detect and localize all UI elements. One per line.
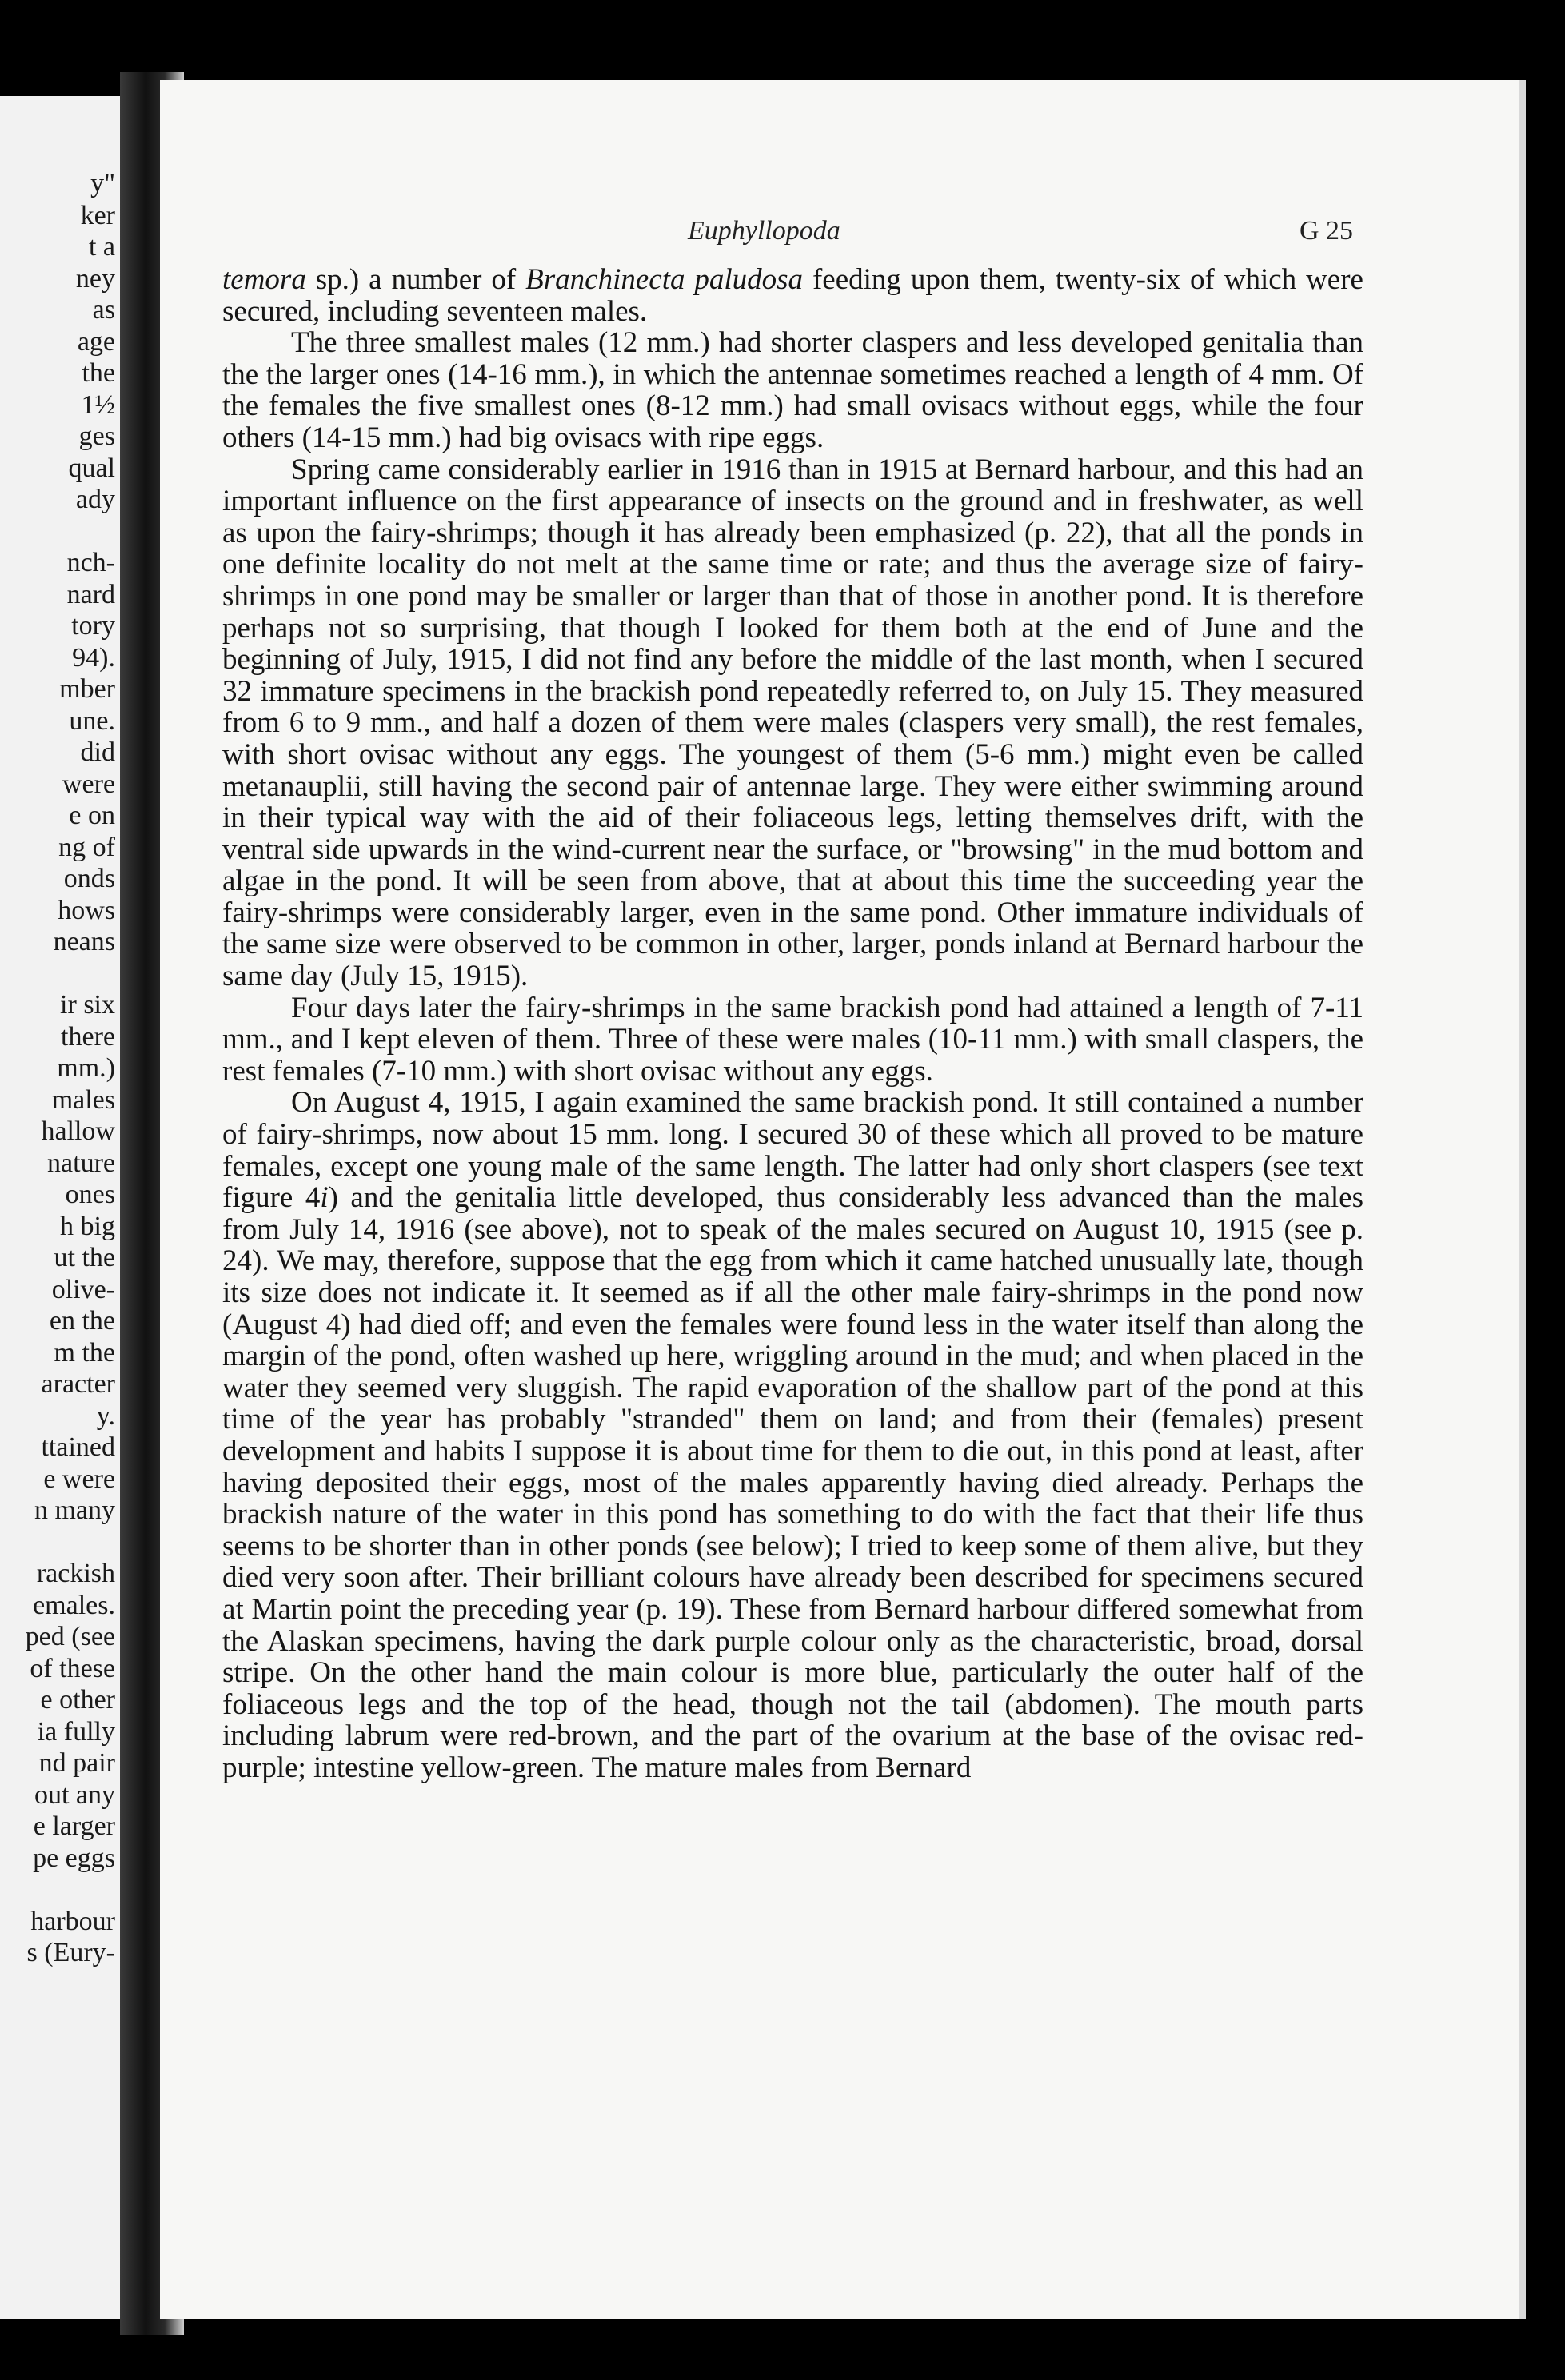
facing-page-line: nard	[66, 579, 115, 609]
facing-page-line: mber	[59, 674, 115, 704]
facing-page-line: mm.)	[57, 1053, 115, 1083]
facing-page-line: 1½	[81, 389, 115, 420]
facing-page-line: olive-	[51, 1274, 115, 1304]
facing-page-line: did	[80, 737, 115, 767]
body-text	[222, 264, 1363, 1784]
text-run: ) and the genitalia little developed, thus considerably less advanced than the males from July 14, 1916 (see above), not to speak of the males secured on August 10, 1915 (see p. 24). We may, therefore, suppose that the egg from which it came hatched unusually late, though its size does not indicate it. It seemed as if all the other male fairy-shrimps in the pond now (August 4) had died off; and even the females were found less in the water itself than along the margin of the pond, often washed up here, wriggling around in the mud; and when placed in the water they seemed very sluggish. The rapid evaporation of the shallow part of the pond at this time of the year has probably "stranded" them on land; and from their (females) present development and habits I suppose it is about time for them to die out, in this pond at least, after having deposited their eggs, most of the males apparently having died already. Perhaps the brackish nature of the water in this pond has something to do with the fact that their life thus seems to be shorter than in other ponds (see below); I tried to keep some of them alive, but they died very soon after. Their brilliant colours have already been described for specimens secured at Martin point the preceding year (p. 19). These from Bernard harbour differed somewhat from the Alaskan specimens, having the dark purple colour only as the characteristic, broad, dorsal stripe. On the other hand the main colour is more blue, particularly the outer half of the foliaceous legs and the top of the head, though not the tail (abdomen). The mouth parts including labrum were red-brown, and the part of the ovarium at the base of the ovisac red-purple; intestine yellow-green. The mature males from Bernard	[222, 1181, 1363, 1784]
page-number: G 25	[1300, 216, 1354, 246]
paragraph	[222, 264, 1363, 327]
facing-page-line: age	[77, 326, 115, 357]
facing-page-line	[0, 1527, 120, 1559]
facing-page-line: of these	[30, 1653, 115, 1683]
facing-page-line: y.	[96, 1400, 115, 1431]
book-page	[160, 80, 1526, 2319]
facing-page-line: ng of	[58, 832, 115, 862]
facing-page-line: males	[51, 1084, 115, 1115]
facing-page-line: qual	[68, 453, 115, 483]
facing-page-line: pe eggs	[33, 1843, 115, 1873]
facing-page-line	[0, 1874, 120, 1906]
facing-page-line: e on	[69, 801, 115, 830]
text-run: sp.) a number of	[305, 263, 526, 296]
facing-page-line: t a	[88, 232, 115, 262]
facing-page-line: nch-	[66, 548, 115, 577]
facing-page-line: 94).	[72, 642, 115, 673]
running-title: Euphyllopoda	[688, 216, 840, 246]
text-run: Four days later the fairy-shrimps in the same brackish pond had attained a length of 7-11 mm., and I kept eleven of them. Three of these were males (10-11 mm.) with small claspers, the rest females (7-10 mm.) with short ovisac without any eggs.	[222, 991, 1363, 1088]
paragraph	[222, 327, 1363, 453]
facing-page-line: emales.	[33, 1590, 115, 1620]
facing-page-line: h big	[60, 1211, 115, 1241]
paragraph	[222, 454, 1363, 992]
facing-page-line: ker	[80, 200, 115, 230]
facing-page-line: ir six	[60, 990, 115, 1020]
facing-page-line: ady	[75, 485, 115, 514]
facing-page-line: m the	[54, 1337, 115, 1368]
facing-page-line: ones	[65, 1180, 115, 1209]
facing-page-line	[0, 958, 120, 990]
facing-page-line: e other	[40, 1685, 115, 1715]
facing-page-line: n many	[34, 1495, 115, 1525]
facing-page-line: rackish	[36, 1559, 115, 1588]
text-run: Spring came considerably earlier in 1916 than in 1915 at Bernard harbour, and this had an important influence on the first appearance of insects on the ground and in freshwater, as well as upon the fairy-shrimps; though it has already been emphasized (p. 22), that all the ponds in one definite locality do not melt at the same time or rate; and thus the average size of fairy-shrimps in one pond may be smaller or larger than that of those in another pond. It is therefore perhaps not so surprising, that though I looked for them both at the end of June and the beginning of July, 1915, I did not find any before the middle of the last month, when I secured 32 immature specimens in the brackish pond repeatedly referred to, on July 15. They measured from 6 to 9 mm., and half a dozen of them were males (claspers very small), the rest females, with short ovisac without any eggs. The youngest of them (5-6 mm.) might even be called metanauplii, still having the second pair of antennae large. They were either swimming around in their typical way with the aid of their foliaceous legs, letting themselves drift, with the ventral side upwards in the wind-current near the surface, or "browsing" in the mud bottom and algae in the pond. It will be seen from above, that at about this time the succeeding year the fairy-shrimps were considerably larger, even in the same pond. Other immature individuals of the same size were observed to be common in other, larger, ponds inland at Bernard harbour the same day (July 15, 1915).	[222, 453, 1363, 993]
facing-page-line: ges	[78, 421, 115, 451]
facing-page-line: e were	[43, 1464, 115, 1494]
facing-page-line: out any	[34, 1779, 115, 1810]
facing-page-line: ttained	[41, 1432, 115, 1462]
facing-page-line: onds	[63, 864, 115, 893]
facing-page-text-fragments	[0, 168, 120, 1969]
text-run: On August 4, 1915, I again examined the same brackish pond. It still contained a number of fairy-shrimps, now about 15 mm. long. I secured 30 of these which all proved to be mature females, except one young male of the same length. The latter had only short claspers (see text figure 4	[222, 1086, 1363, 1215]
facing-page-line: y"	[90, 169, 115, 198]
facing-page-line: une.	[69, 705, 115, 736]
running-head	[160, 216, 1519, 264]
facing-page-line: were	[62, 769, 115, 799]
facing-page-line: there	[61, 1021, 115, 1052]
facing-page-line: hallow	[41, 1116, 115, 1146]
facing-page-line: nature	[47, 1148, 115, 1178]
facing-page-line: e larger	[33, 1811, 115, 1841]
facing-page-line: ut the	[54, 1243, 115, 1272]
italic-text: Branchinecta paludosa	[525, 263, 804, 296]
facing-page-line: neans	[53, 927, 115, 956]
facing-page-line: hows	[58, 895, 115, 925]
facing-page-line: aracter	[41, 1369, 115, 1399]
text-run: feeding upon them, twenty-six of which were secured, including seventeen males.	[222, 263, 1363, 328]
italic-text: temora	[222, 263, 306, 296]
facing-page-line: nd pair	[38, 1748, 115, 1778]
facing-page-line: tory	[71, 611, 115, 641]
paragraph	[222, 992, 1363, 1088]
facing-page-line: s (Eury-	[26, 1938, 115, 1967]
italic-text: i	[320, 1181, 329, 1215]
facing-page-line: harbour	[30, 1906, 115, 1936]
facing-page-line: ia fully	[37, 1716, 115, 1747]
facing-page-line: the	[82, 358, 115, 388]
facing-page-line: en the	[49, 1306, 115, 1336]
facing-page-line: as	[92, 295, 115, 325]
facing-page-line	[0, 516, 120, 548]
paragraph	[222, 1087, 1363, 1783]
text-run: The three smallest males (12 mm.) had shorter claspers and less developed genitalia than the the larger ones (14-16 mm.), in which the antennae sometimes reached a length of 4 mm. Of the females the five smallest ones (8-12 mm.) had small ovisacs without eggs, while the four others (14-15 mm.) had big ovisacs with ripe eggs.	[222, 326, 1363, 454]
facing-page-line: ney	[75, 263, 115, 294]
facing-page-line: ped (see	[25, 1622, 115, 1651]
